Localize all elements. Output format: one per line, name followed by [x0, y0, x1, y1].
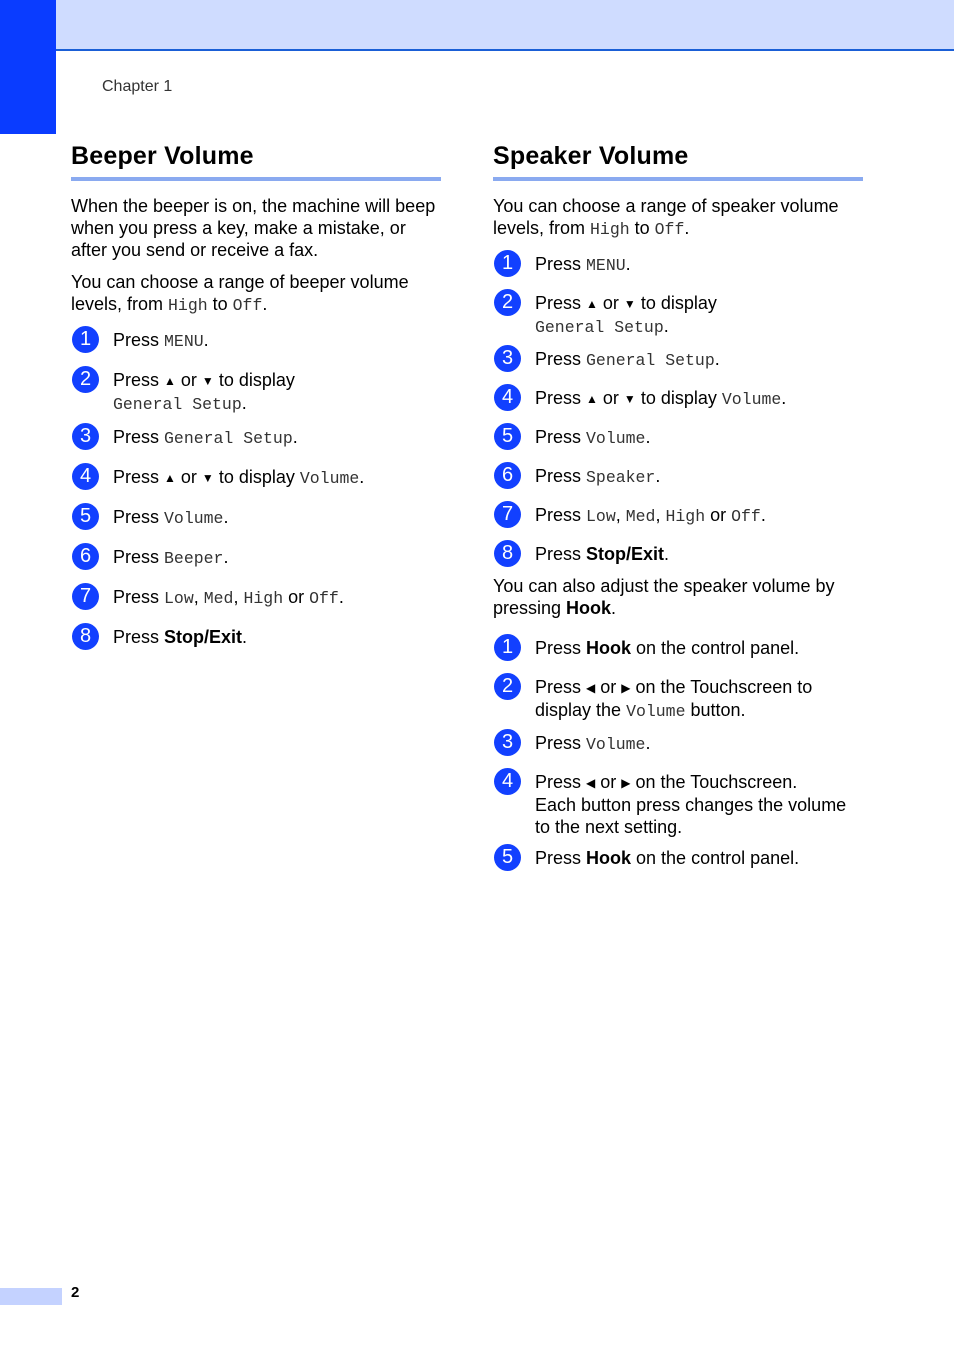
- step: 2 Press ◀ or ▶ on the Touchscreen to display the Volume button.: [493, 676, 863, 723]
- speaker-volume-section: [493, 142, 863, 886]
- down-arrow-icon: ▼: [201, 374, 214, 388]
- step-number-badge: 3: [494, 345, 521, 372]
- step: 4 Press ▲ or ▼ to display Volume.: [71, 466, 441, 496]
- chapter-label: Chapter 1: [102, 78, 173, 95]
- step-number-badge: 5: [494, 423, 521, 450]
- down-arrow-icon: ▼: [623, 297, 636, 311]
- step: 7 Press Low, Med, High or Off.: [493, 504, 863, 534]
- step-number-badge: 4: [494, 768, 521, 795]
- page-number: 2: [71, 1284, 80, 1301]
- step-number-badge: 2: [494, 673, 521, 700]
- step: 6 Press Speaker.: [493, 465, 863, 495]
- step-number-badge: 3: [72, 423, 99, 450]
- step-number-badge: 4: [72, 463, 99, 490]
- step-number-badge: 5: [494, 844, 521, 871]
- up-arrow-icon: ▲: [164, 471, 176, 485]
- step: 1 Press Hook on the control panel.: [493, 637, 863, 667]
- step: 2 Press ▲ or ▼ to display General Setup.: [493, 292, 863, 339]
- speaker-hook-intro: You can also adjust the speaker volume by pressing Hook.: [493, 576, 835, 618]
- beeper-volume-section: [71, 142, 441, 666]
- speaker-volume-title: Speaker Volume: [493, 142, 863, 181]
- hook-steps: [493, 637, 863, 877]
- step-number-badge: 3: [494, 729, 521, 756]
- step: 8 Press Stop/Exit.: [493, 543, 863, 573]
- up-arrow-icon: ▲: [164, 374, 176, 388]
- step: 4 Press ◀ or ▶ on the Touchscreen. Each button press changes the volume to the next setting.: [493, 771, 863, 838]
- header-band: [0, 0, 954, 51]
- step-number-badge: 7: [72, 583, 99, 610]
- step: 3 Press General Setup.: [493, 348, 863, 378]
- left-arrow-icon: ◀: [586, 681, 596, 695]
- beeper-intro: When the beeper is on, the machine will beep when you press a key, make a mistake, or after you send or receive a fax.: [71, 196, 436, 260]
- step-number-badge: 8: [494, 540, 521, 567]
- down-arrow-icon: ▼: [201, 471, 214, 485]
- step: 2 Press ▲ or ▼ to display General Setup.: [71, 369, 441, 416]
- step: 3 Press Volume.: [493, 732, 863, 762]
- step: 1 Press MENU.: [71, 329, 441, 359]
- step-number-badge: 1: [494, 250, 521, 277]
- left-arrow-icon: ◀: [586, 776, 596, 790]
- down-arrow-icon: ▼: [623, 392, 636, 406]
- step: 5 Press Volume.: [71, 506, 441, 536]
- speaker-range-text: You can choose a range of speaker volume levels, from High to Off.: [493, 196, 839, 239]
- step-number-badge: 1: [72, 326, 99, 353]
- step: 6 Press Beeper.: [71, 546, 441, 576]
- step-number-badge: 4: [494, 384, 521, 411]
- step: 5 Press Hook on the control panel.: [493, 847, 863, 877]
- step-number-badge: 2: [494, 289, 521, 316]
- step: 5 Press Volume.: [493, 426, 863, 456]
- up-arrow-icon: ▲: [586, 297, 598, 311]
- step-number-badge: 6: [494, 462, 521, 489]
- step: 3 Press General Setup.: [71, 426, 441, 456]
- step-number-badge: 2: [72, 366, 99, 393]
- step-number-badge: 5: [72, 503, 99, 530]
- beeper-volume-title: Beeper Volume: [71, 142, 441, 181]
- step: 7 Press Low, Med, High or Off.: [71, 586, 441, 616]
- step-number-badge: 6: [72, 543, 99, 570]
- step-number-badge: 1: [494, 634, 521, 661]
- chapter-tab-block: [0, 0, 56, 134]
- step: 1 Press MENU.: [493, 253, 863, 283]
- step: 8 Press Stop/Exit.: [71, 626, 441, 656]
- step-number-badge: 8: [72, 623, 99, 650]
- up-arrow-icon: ▲: [586, 392, 598, 406]
- beeper-steps: [71, 329, 441, 656]
- footer-tab: [0, 1288, 62, 1305]
- right-arrow-icon: ▶: [621, 681, 631, 695]
- step-number-badge: 7: [494, 501, 521, 528]
- step: 4 Press ▲ or ▼ to display Volume.: [493, 387, 863, 417]
- beeper-range-text: You can choose a range of beeper volume levels, from High to Off.: [71, 272, 409, 315]
- right-arrow-icon: ▶: [621, 776, 631, 790]
- speaker-steps: [493, 253, 863, 573]
